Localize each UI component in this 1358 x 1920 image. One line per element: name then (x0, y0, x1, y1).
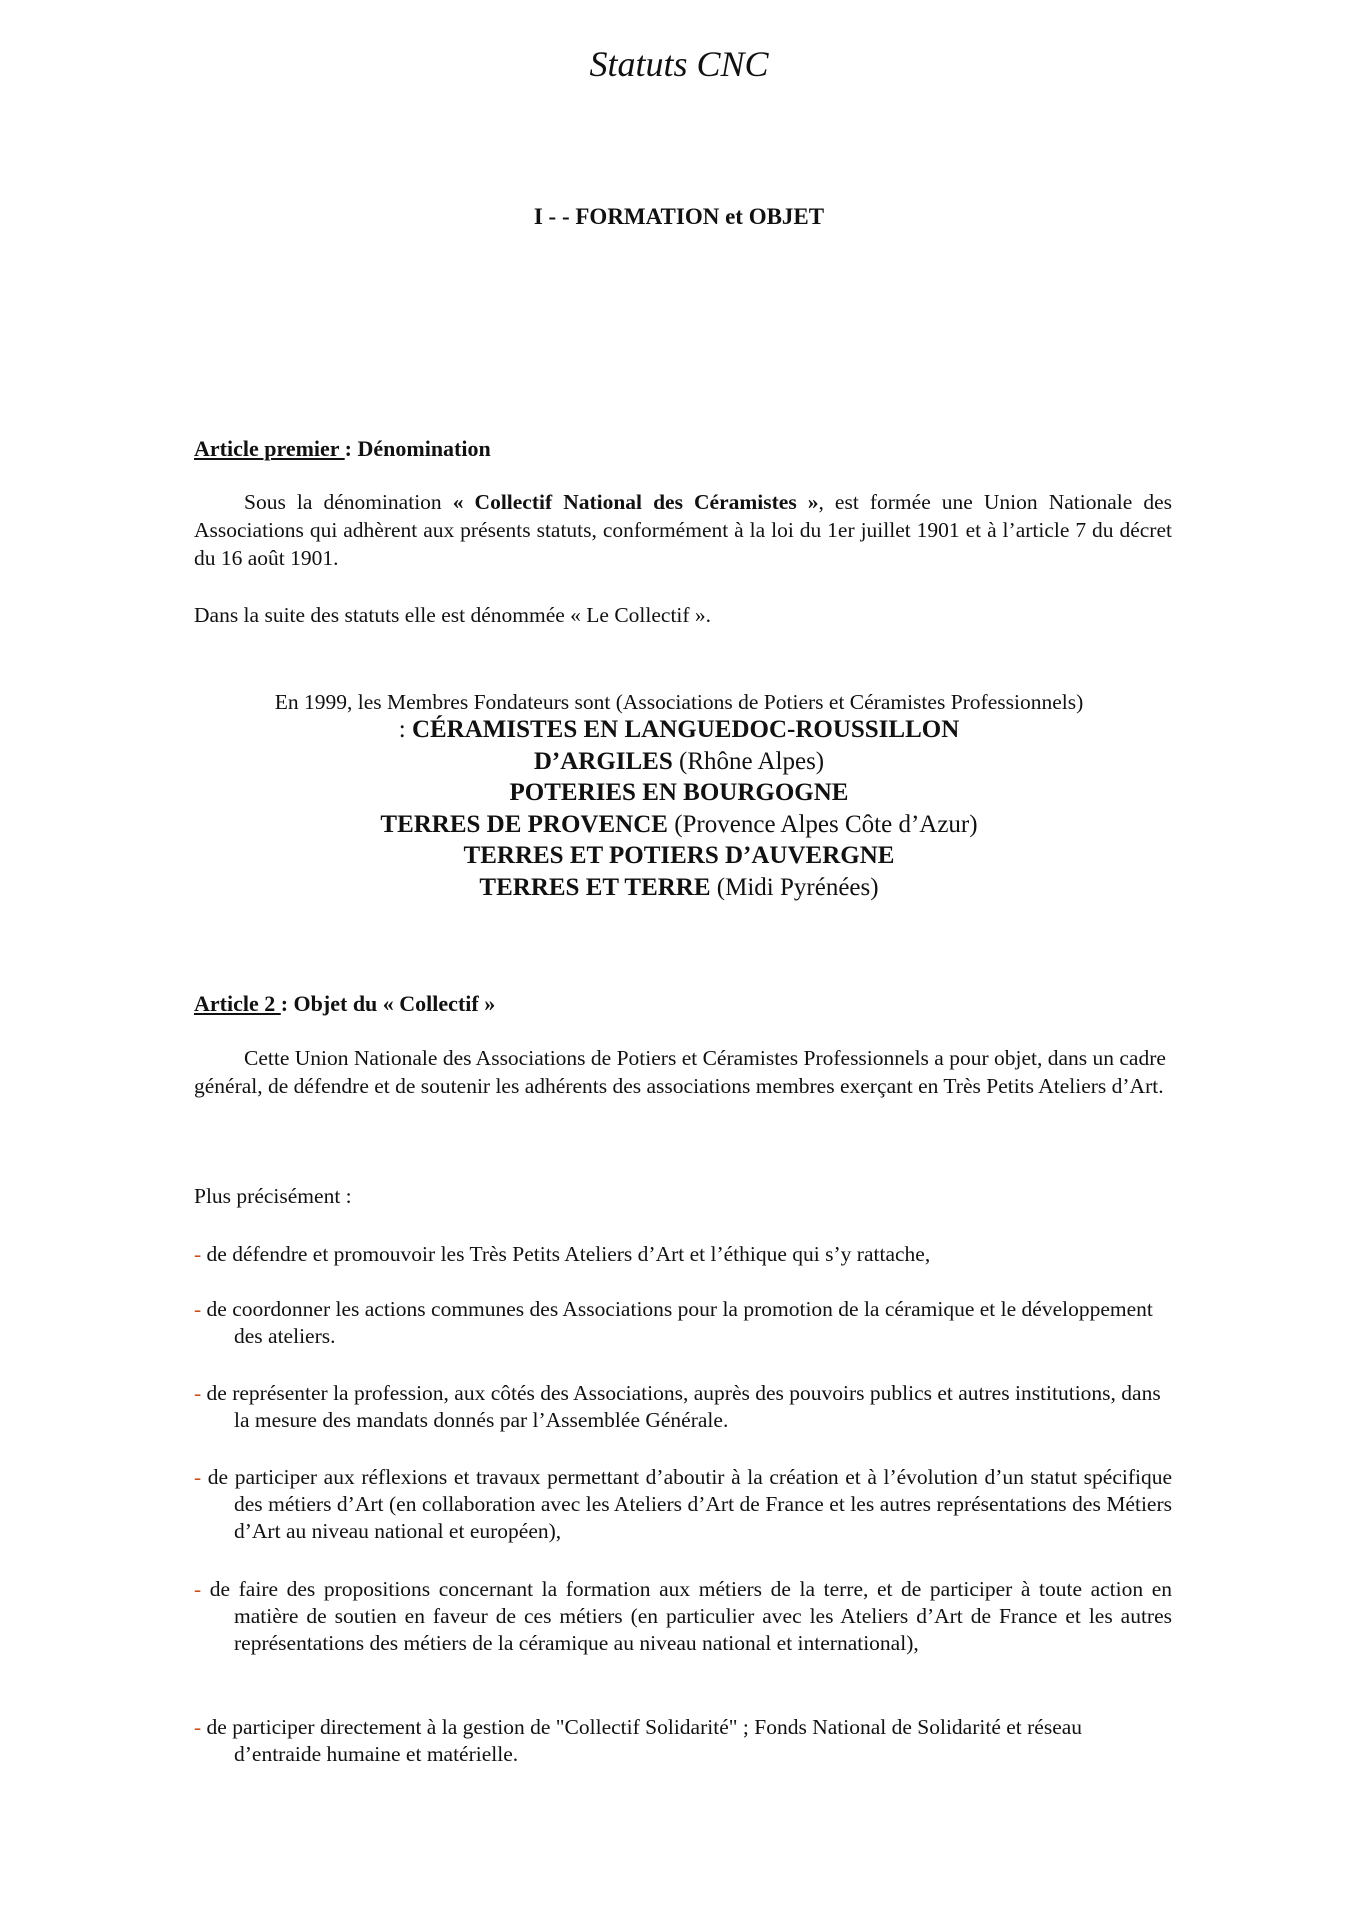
dash-marker: - (194, 1381, 202, 1405)
list-item (194, 1296, 1172, 1350)
dash-marker: - (194, 1297, 202, 1321)
list-item (194, 1576, 1172, 1657)
article-1-heading (194, 434, 491, 464)
article-2-heading-rest: : Objet du « Collectif » (280, 991, 496, 1016)
dash-marker: - (194, 1577, 202, 1601)
list-item-text: de coordonner les actions communes des Associations pour la promotion de la céramique et le développement des ateliers. (206, 1297, 1153, 1348)
list-item (194, 1241, 1172, 1268)
article-2-paragraph-2: Plus précisément : (194, 1184, 352, 1208)
list-item-text: de participer aux réflexions et travaux permettant d’aboutir à la création et à l’évolution d’un statut spécifique des métiers d’Art (en collaboration avec les Ateliers d’Art de France et les autres représentations des Métiers d’Art au niveau national et européen), (207, 1465, 1173, 1543)
founder-region: (Rhône Alpes) (672, 747, 825, 775)
list-item (194, 1380, 1172, 1434)
section-title: I - - FORMATION et OBJET (533, 204, 825, 229)
founders-intro: En 1999, les Membres Fondateurs sont (Associations de Potiers et Céramistes Professionnels) (274, 690, 1084, 714)
founders-list (0, 714, 1358, 903)
list-item (194, 1714, 1172, 1768)
article-2-heading-label: Article 2 (194, 991, 281, 1016)
article-1-heading-rest: : Dénomination (344, 436, 491, 461)
founder-name: TERRES DE PROVENCE (380, 810, 668, 838)
founder-region: (Midi Pyrénées) (710, 873, 879, 901)
founder-line (0, 714, 1358, 746)
document-header-title: Statuts CNC (589, 44, 769, 84)
list-item-text: de représenter la profession, aux côtés des Associations, auprès des pouvoirs publics et autres institutions, dans la mesure des mandats donnés par l’Assemblée Générale. (206, 1381, 1161, 1432)
founder-name: POTERIES EN BOURGOGNE (509, 779, 849, 806)
founder-name: TERRES ET TERRE (479, 873, 711, 901)
founder-prefix: : (398, 716, 412, 743)
article-1-paragraph-1 (194, 488, 1172, 572)
founder-line (0, 872, 1358, 904)
founder-region: (Provence Alpes Côte d’Azur) (667, 810, 978, 838)
dash-marker: - (194, 1465, 202, 1489)
article-2-paragraph-1: Cette Union Nationale des Associations de Potiers et Céramistes Professionnels a pour objet, dans un cadre général, de défendre et de soutenir les adhérents des associations membres exerçant en Très Petits Ateliers d’Art. (194, 1046, 1166, 1098)
list-item-text: de participer directement à la gestion de "Collectif Solidarité" ; Fonds National de Solidarité et réseau d’entraide humaine et matérielle. (206, 1715, 1083, 1766)
founder-line (0, 809, 1358, 841)
founder-line (0, 840, 1358, 872)
list-item-text: de défendre et promouvoir les Très Petits Ateliers d’Art et l’éthique qui s’y rattache, (206, 1242, 931, 1266)
article-1-p1-end: , est formée une Union Nationale des Associations qui adhèrent aux présents statuts, conformément à la loi du 1er juillet 1901 et à l’article 7 du décret du 16 août 1901. (194, 490, 1172, 570)
founder-line (0, 746, 1358, 778)
article-1-paragraph-2: Dans la suite des statuts elle est dénommée « Le Collectif ». (194, 603, 712, 627)
founder-name: CÉRAMISTES EN LANGUEDOC-ROUSSILLON (411, 716, 960, 743)
founder-line (0, 777, 1358, 809)
article-1-p1-start: Sous la dénomination (244, 490, 453, 514)
collective-name: « Collectif National des Céramistes » (452, 490, 819, 514)
list-item (194, 1464, 1172, 1545)
list-item-text: de faire des propositions concernant la formation aux métiers de la terre, et de participer à toute action en matière de soutien en faveur de ces métiers (en particulier avec les Ateliers d’Art de France et les autres représentations des métiers de la céramique au niveau national et international), (209, 1577, 1173, 1655)
dash-marker: - (194, 1242, 202, 1266)
founder-name: TERRES ET POTIERS D’AUVERGNE (463, 842, 895, 869)
article-2-heading (194, 989, 495, 1019)
article-1-heading-label: Article premier (194, 436, 345, 461)
dash-marker: - (194, 1715, 202, 1739)
founder-name: D’ARGILES (533, 747, 673, 775)
